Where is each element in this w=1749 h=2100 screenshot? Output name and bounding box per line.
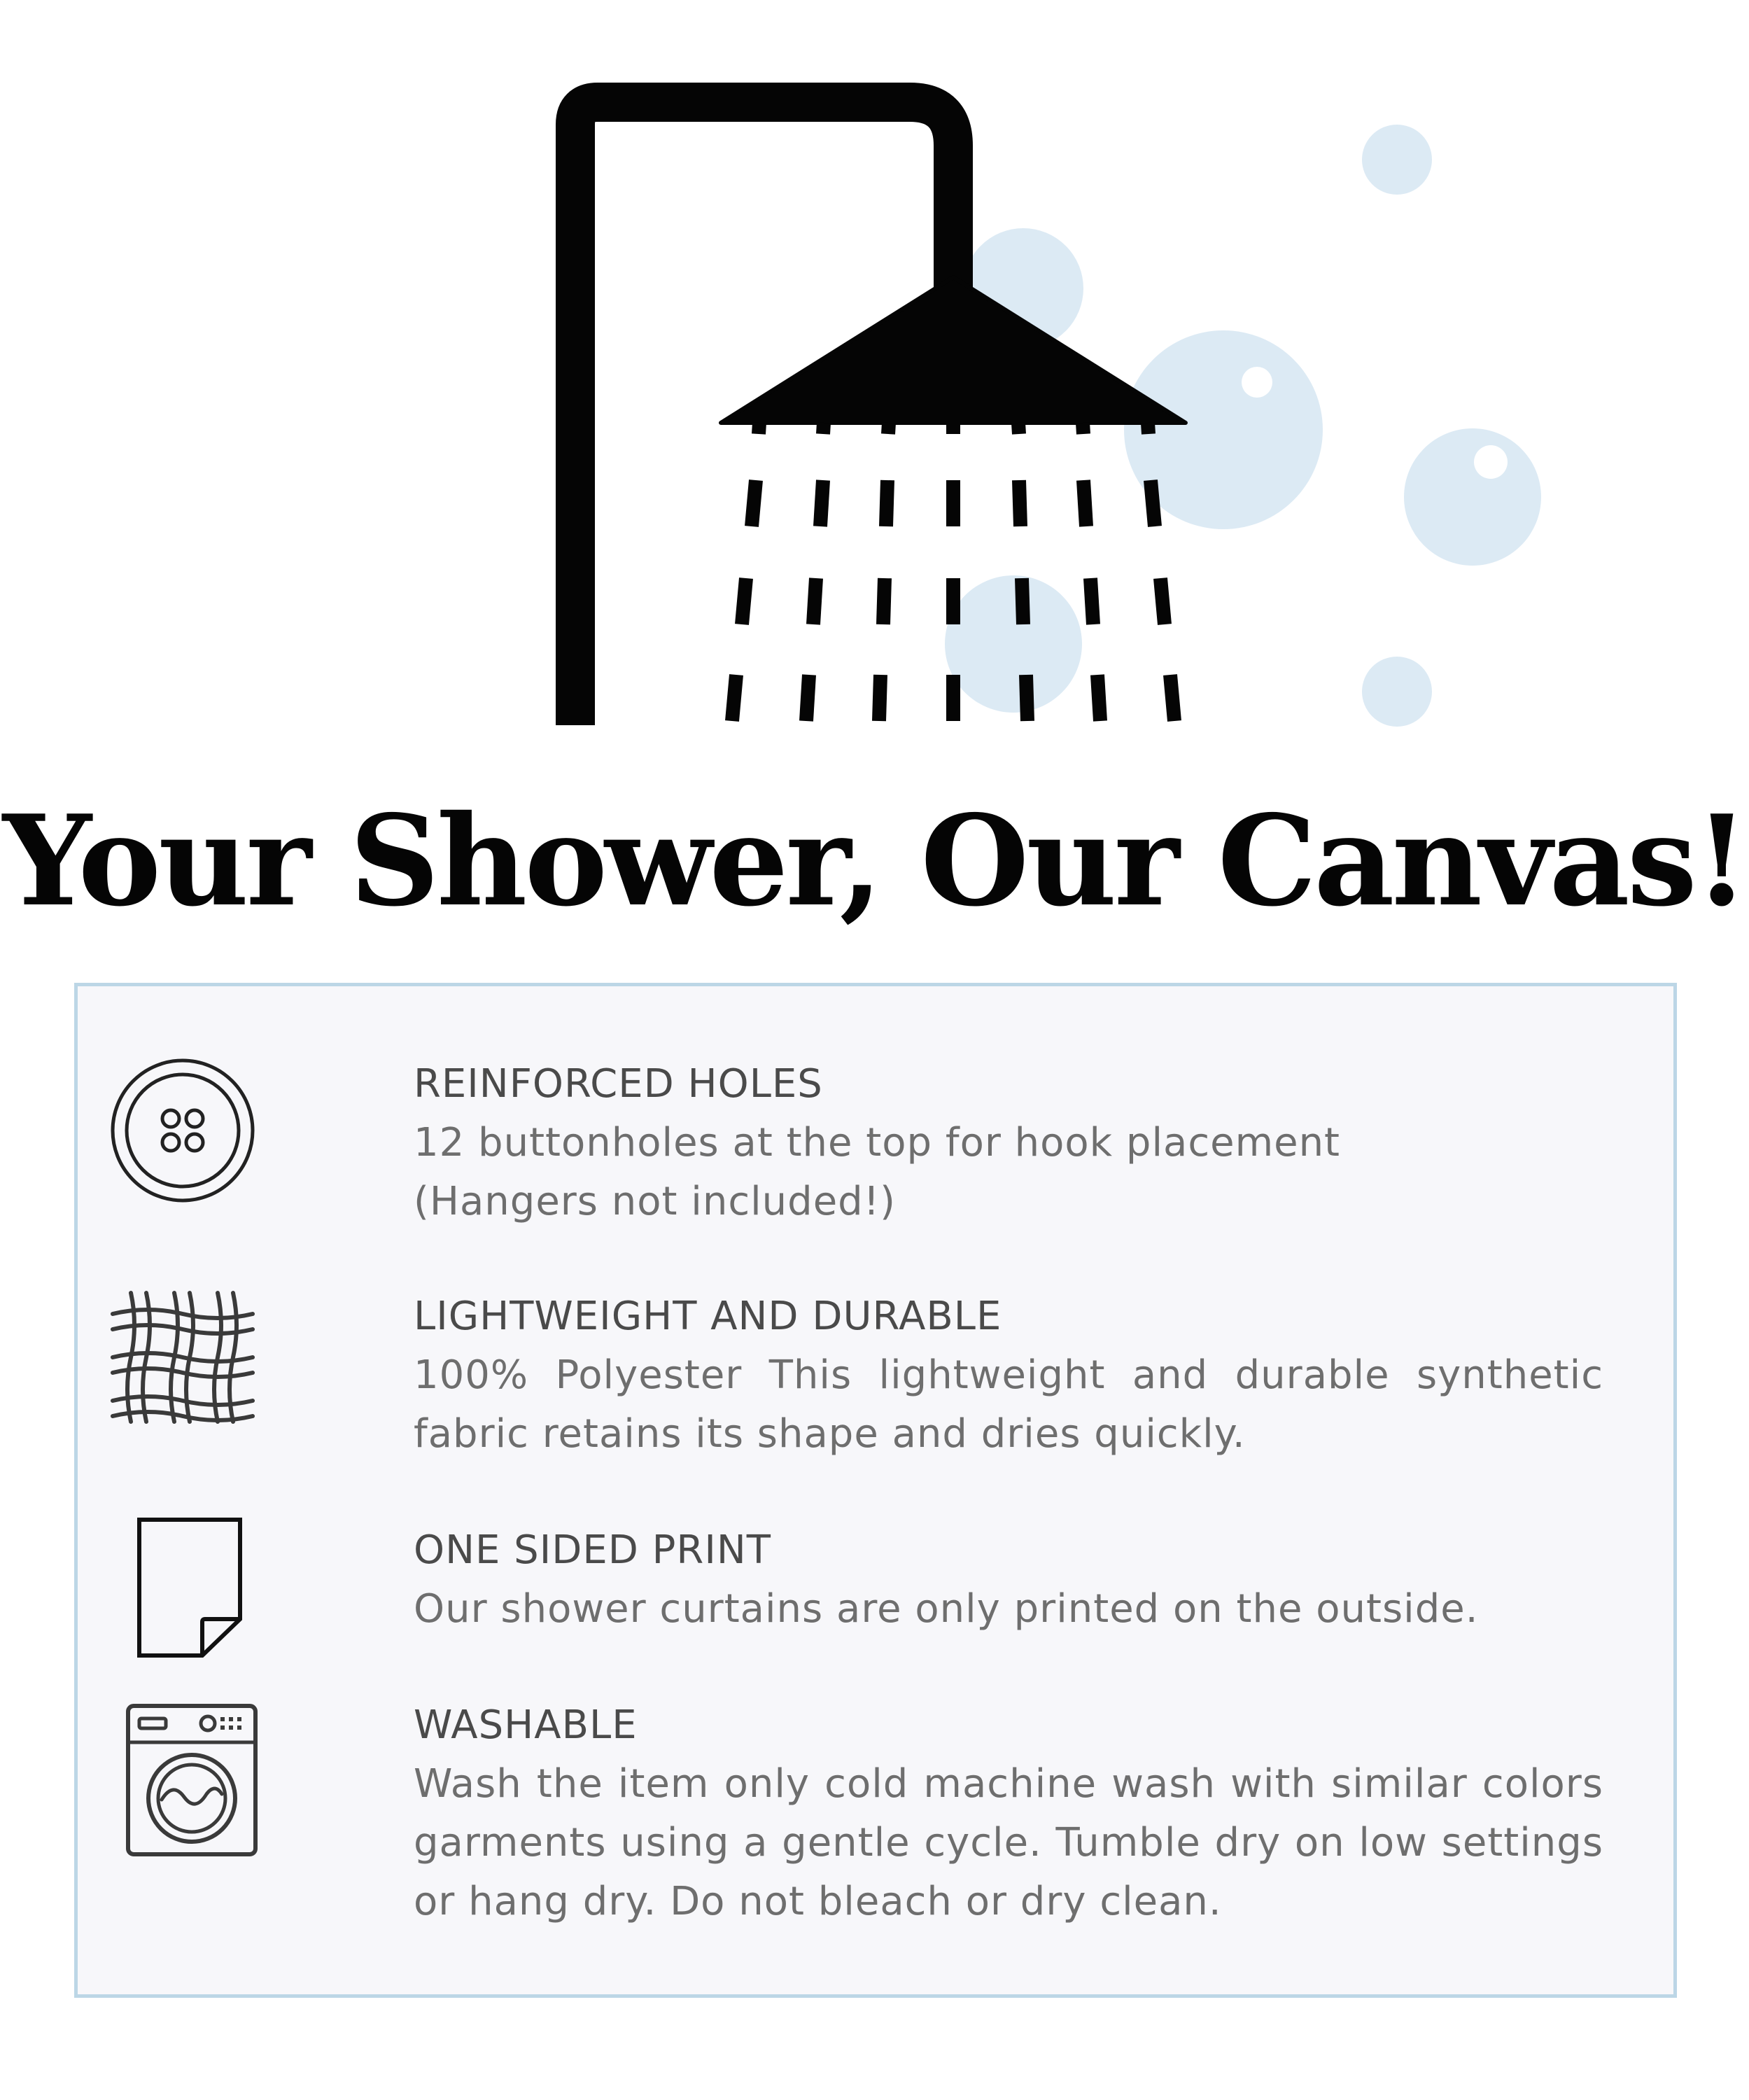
- shower-head-icon: [575, 102, 1186, 725]
- bubble: [1404, 428, 1541, 566]
- feature-title: LIGHTWEIGHT AND DURABLE: [414, 1294, 1002, 1339]
- feature-description-line: 12 buttonholes at the top for hook placement: [414, 1120, 1341, 1166]
- feature-title: REINFORCED HOLES: [414, 1061, 823, 1107]
- features-panel: [74, 983, 1677, 1998]
- feature-description: 100% Polyester This lightweight and durable synthetic fabric retains its shape and dries quickly.: [414, 1352, 1603, 1457]
- washing-machine-icon: [106, 1699, 260, 1867]
- bubble: [1362, 657, 1432, 727]
- feature-description: Our shower curtains are only printed on the outside.: [414, 1586, 1479, 1632]
- feature-description: Wash the item only cold machine wash with similar colors garments using a gentle cycle. Tumble dry on low settings or hang dry. Do not bleach or dry clean.: [414, 1761, 1603, 1924]
- soap-bubbles: [945, 125, 1541, 727]
- page-headline: Your Shower, Our Canvas!: [2, 788, 1747, 934]
- feature-title: ONE SIDED PRINT: [414, 1527, 771, 1573]
- single-page-icon: [106, 1507, 260, 1661]
- water-drops: [732, 423, 1174, 721]
- woven-fabric-icon: [106, 1280, 260, 1434]
- feature-title: WASHABLE: [414, 1702, 638, 1748]
- bubble: [945, 575, 1082, 713]
- feature-description-line: (Hangers not included!): [414, 1179, 897, 1224]
- bubble: [1362, 125, 1432, 195]
- button-icon: [106, 1054, 260, 1208]
- shower-illustration: [0, 0, 1749, 756]
